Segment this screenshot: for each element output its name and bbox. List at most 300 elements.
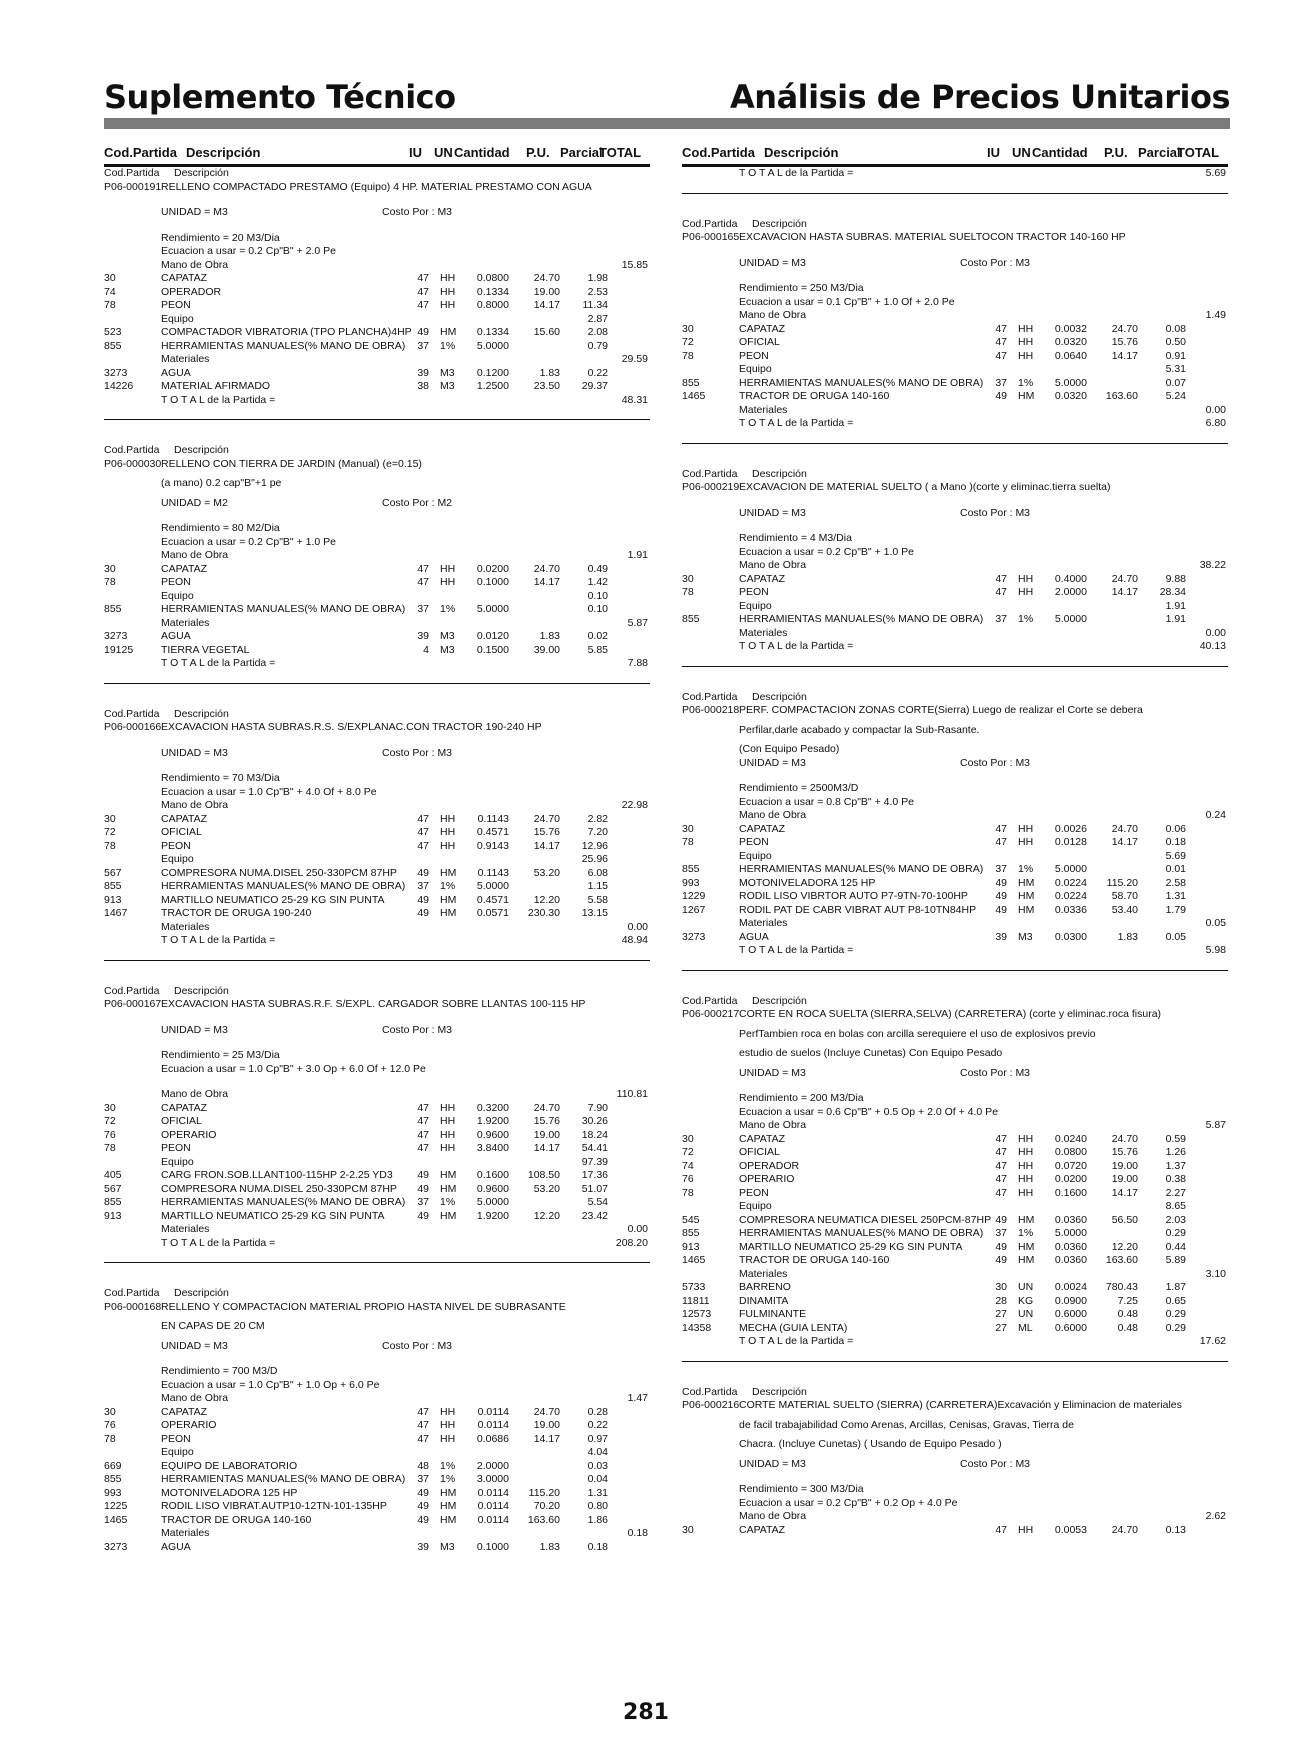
- row-total: 48.31: [621, 393, 648, 406]
- row-pu: 1.83: [1117, 930, 1138, 943]
- table-row: [682, 1146, 1228, 1160]
- row-un: HH: [1018, 1523, 1034, 1536]
- row-cantidad: 0.0200: [476, 562, 509, 575]
- col-head-cantidad: Cantidad: [454, 145, 510, 160]
- row-parcial: 2.87: [587, 312, 608, 325]
- costo-por-text: Costo Por : M3: [960, 1457, 1031, 1470]
- row-total: 1.47: [627, 1392, 648, 1404]
- row-un: 1%: [1018, 1227, 1034, 1239]
- info-text: Rendimiento = 250 M3/Dia: [739, 282, 864, 294]
- row-un: HH: [440, 576, 456, 588]
- row-un: HH: [1018, 1132, 1034, 1145]
- row-code: 76: [104, 1419, 116, 1431]
- row-code: 74: [682, 1159, 694, 1172]
- row-pu: 24.70: [1111, 822, 1138, 835]
- row-cantidad: 0.0720: [1054, 1159, 1087, 1172]
- row-pu: 0.48: [1117, 1321, 1138, 1334]
- row-total: 5.98: [1205, 944, 1226, 956]
- row-pu: 14.17: [1111, 349, 1138, 362]
- row-code: 72: [104, 826, 116, 838]
- row-iu: 49: [995, 876, 1007, 889]
- label-descripcion: Descripción: [752, 217, 807, 230]
- row-description: TRACTOR DE ORUGA 190-240: [161, 907, 312, 919]
- partida-description: EXCAVACION HASTA SUBRAS.R.S. S/EXPLANAC.CON TRACTOR 190-240 HP: [161, 721, 542, 733]
- left-column-body: [104, 167, 650, 1554]
- spacer: [682, 983, 1228, 995]
- row-cantidad: 0.8000: [476, 299, 509, 311]
- table-row: [104, 657, 650, 671]
- row-code: 19125: [104, 643, 134, 656]
- row-cantidad: 0.6000: [1054, 1321, 1087, 1334]
- row-iu: 49: [417, 1486, 429, 1499]
- row-parcial: 0.44: [1165, 1240, 1186, 1253]
- row-total: 110.81: [616, 1088, 648, 1100]
- unit-line: [682, 507, 1228, 521]
- row-parcial: 2.82: [587, 812, 608, 825]
- spacer: [682, 1471, 1228, 1483]
- row-pu: 14.17: [1111, 586, 1138, 598]
- info-text: Rendimiento = 300 M3/Dia: [739, 1483, 864, 1495]
- spacer: [682, 456, 1228, 468]
- row-description: CAPATAZ: [161, 1405, 208, 1418]
- info-text: Rendimiento = 700 M3/D: [161, 1365, 278, 1377]
- row-cantidad: 0.0640: [1054, 349, 1087, 362]
- row-iu: 49: [995, 1254, 1007, 1266]
- row-description: Equipo: [739, 849, 772, 862]
- table-row: [682, 573, 1228, 587]
- row-description: PEON: [739, 1186, 769, 1199]
- row-description: CAPATAZ: [161, 562, 208, 575]
- table-row: [682, 586, 1228, 600]
- spacer: [104, 948, 650, 960]
- info-line: [682, 796, 1228, 810]
- row-description: Materiales: [739, 403, 788, 416]
- row-un: UN: [1018, 1281, 1034, 1293]
- row-pu: 780.43: [1105, 1281, 1138, 1293]
- row-parcial: 97.39: [581, 1155, 608, 1168]
- row-description: HERRAMIENTAS MANUALES(% MANO DE OBRA): [739, 613, 984, 625]
- row-pu: 53.20: [533, 1182, 560, 1195]
- row-un: HH: [440, 1432, 456, 1445]
- table-row: [104, 259, 650, 273]
- row-parcial: 0.65: [1165, 1294, 1186, 1307]
- row-un: HH: [440, 285, 456, 298]
- col-head-parcial: Parcial: [1138, 145, 1181, 160]
- row-description: HERRAMIENTAS MANUALES(% MANO DE OBRA): [161, 1473, 406, 1485]
- info-text: estudio de suelos (Incluye Cunetas) Con Equipo Pesado: [739, 1047, 1003, 1059]
- row-pu: 230.30: [527, 907, 560, 919]
- row-description: MOTONIVELADORA 125 HP: [739, 876, 876, 889]
- row-parcial: 0.91: [1165, 349, 1186, 362]
- row-parcial: 1.31: [1165, 890, 1186, 902]
- info-line: [682, 546, 1228, 560]
- row-un: HH: [1018, 822, 1034, 835]
- info-line: [682, 1047, 1228, 1061]
- table-row: [682, 350, 1228, 364]
- row-iu: 47: [995, 322, 1007, 335]
- row-parcial: 9.88: [1165, 572, 1186, 585]
- row-description: Mano de Obra: [161, 258, 229, 271]
- row-pu: 39.00: [533, 643, 560, 656]
- row-pu: 24.70: [1111, 1523, 1138, 1536]
- row-iu: 37: [417, 1196, 429, 1208]
- row-code: 993: [104, 1486, 122, 1499]
- row-total: 3.10: [1205, 1267, 1226, 1280]
- info-line: [104, 1049, 650, 1063]
- row-iu: 38: [417, 380, 429, 392]
- row-un: 1%: [1018, 863, 1034, 875]
- partida-description: EXCAVACION HASTA SUBRAS. MATERIAL SUELTOCON TRACTOR 140-160 HP: [739, 231, 1126, 243]
- spacer: [682, 206, 1228, 218]
- spacer: [682, 971, 1228, 983]
- row-parcial: 2.27: [1165, 1186, 1186, 1199]
- row-cantidad: 0.0032: [1054, 322, 1087, 335]
- row-parcial: 1.91: [1165, 599, 1186, 612]
- row-un: HM: [440, 1169, 457, 1181]
- row-description: T O T A L de la Partida =: [161, 393, 276, 406]
- spacer: [104, 735, 650, 747]
- row-parcial: 2.03: [1165, 1213, 1186, 1226]
- row-un: HM: [1018, 890, 1035, 902]
- info-text: Ecuacion a usar = 1.0 Cp"B" + 3.0 Op + 6.0 Of + 12.0 Pe: [161, 1062, 426, 1075]
- partida-description: RELLENO Y COMPACTACION MATERIAL PROPIO HASTA NIVEL DE SUBRASANTE: [161, 1300, 566, 1313]
- row-description: HERRAMIENTAS MANUALES(% MANO DE OBRA): [739, 376, 984, 389]
- table-row: [682, 1281, 1228, 1295]
- row-parcial: 4.04: [587, 1446, 608, 1458]
- row-description: Materiales: [161, 1527, 210, 1539]
- row-description: RODIL PAT DE CABR VIBRAT AUT P8-10TN84HP: [739, 903, 977, 916]
- row-description: OPERADOR: [161, 285, 222, 298]
- row-un: M3: [440, 366, 455, 379]
- table-row: [104, 1392, 650, 1406]
- table-row: [104, 1210, 650, 1224]
- spacer: [104, 220, 650, 232]
- row-description: T O T A L de la Partida =: [161, 1236, 276, 1249]
- row-un: M3: [440, 630, 455, 642]
- partida-header: [682, 1008, 1228, 1022]
- row-code: 30: [104, 1405, 116, 1418]
- table-row: [682, 904, 1228, 918]
- row-un: HH: [440, 839, 456, 852]
- row-code: 78: [104, 1142, 116, 1154]
- row-code: 5733: [682, 1281, 706, 1293]
- table-row: [682, 323, 1228, 337]
- partida-code: P06-000165: [682, 231, 740, 243]
- row-iu: 47: [417, 1115, 429, 1127]
- info-line: [104, 1379, 650, 1393]
- row-cantidad: 5.0000: [476, 339, 509, 352]
- row-iu: 39: [417, 630, 429, 642]
- row-description: Mano de Obra: [161, 549, 229, 561]
- info-line: [104, 245, 650, 259]
- table-row: [104, 1088, 650, 1102]
- row-parcial: 5.85: [587, 643, 608, 656]
- info-text: (Con Equipo Pesado): [739, 743, 840, 755]
- table-row: [104, 1237, 650, 1251]
- table-row: [104, 934, 650, 948]
- row-code: 1467: [104, 907, 128, 919]
- table-row: [682, 417, 1228, 431]
- row-un: 1%: [440, 880, 456, 892]
- spacer: [104, 973, 650, 985]
- row-iu: 47: [995, 822, 1007, 835]
- row-pu: 15.76: [533, 1115, 560, 1127]
- spacer: [104, 1353, 650, 1365]
- col-head-total: TOTAL: [1177, 145, 1220, 160]
- row-cantidad: 0.0800: [1054, 1146, 1087, 1158]
- row-cantidad: 0.0336: [1054, 903, 1087, 916]
- info-text: Rendimiento = 25 M3/Dia: [161, 1049, 280, 1061]
- row-cantidad: 0.0026: [1054, 822, 1087, 835]
- info-line: [104, 1063, 650, 1077]
- table-row: [104, 1156, 650, 1170]
- row-description: T O T A L de la Partida =: [739, 167, 854, 179]
- info-text: Rendimiento = 20 M3/Dia: [161, 231, 280, 244]
- row-iu: 49: [417, 326, 429, 338]
- row-description: T O T A L de la Partida =: [161, 657, 276, 669]
- table-row: [682, 823, 1228, 837]
- row-iu: 47: [417, 1142, 429, 1154]
- row-pu: 24.70: [533, 812, 560, 825]
- row-total: 5.87: [627, 616, 648, 629]
- spacer: [682, 679, 1228, 691]
- row-description: TRACTOR DE ORUGA 140-160: [739, 390, 890, 402]
- spacer: [682, 1080, 1228, 1092]
- table-row: [104, 1527, 650, 1541]
- info-text: PerfTambien roca en bolas con arcilla serequiere el uso de explosivos previo: [739, 1027, 1096, 1040]
- row-pu: 14.17: [533, 576, 560, 588]
- row-total: 5.69: [1205, 167, 1226, 179]
- row-iu: 49: [995, 1240, 1007, 1253]
- row-total: 2.62: [1205, 1510, 1226, 1522]
- row-pu: 24.70: [533, 272, 560, 284]
- partida-code: P06-000168: [104, 1300, 162, 1313]
- row-un: HH: [1018, 336, 1034, 348]
- row-code: 1267: [682, 903, 706, 916]
- table-row: [104, 1419, 650, 1433]
- row-un: HH: [1018, 586, 1034, 598]
- row-iu: 47: [995, 349, 1007, 362]
- table-row: [682, 917, 1228, 931]
- spacer: [682, 181, 1228, 193]
- partida-header-labels: [682, 1386, 1228, 1400]
- row-description: Materiales: [739, 917, 788, 929]
- row-description: CAPATAZ: [739, 322, 786, 335]
- spacer: [682, 431, 1228, 443]
- label-descripcion: Descripción: [174, 984, 229, 997]
- row-pu: 24.70: [533, 1101, 560, 1114]
- spacer: [104, 1263, 650, 1275]
- row-un: HH: [1018, 1159, 1034, 1172]
- row-description: OFICIAL: [739, 1146, 780, 1158]
- table-row: [682, 390, 1228, 404]
- unit-line: [682, 257, 1228, 271]
- row-parcial: 0.04: [587, 1473, 608, 1485]
- row-un: HM: [440, 1182, 457, 1195]
- row-un: HH: [1018, 1186, 1034, 1199]
- row-cantidad: 0.0320: [1054, 336, 1087, 348]
- row-code: 30: [682, 1523, 694, 1536]
- partida-code: P06-000217: [682, 1008, 740, 1020]
- row-code: 913: [104, 1209, 122, 1222]
- row-un: HM: [440, 893, 457, 906]
- table-row: [682, 1241, 1228, 1255]
- row-description: T O T A L de la Partida =: [161, 934, 276, 946]
- row-total: 1.49: [1205, 309, 1226, 321]
- row-iu: 49: [995, 903, 1007, 916]
- row-description: OPERARIO: [739, 1173, 795, 1185]
- row-description: Mano de Obra: [739, 559, 807, 571]
- label-cod-partida: Cod.Partida: [682, 690, 738, 703]
- header-right-title: Análisis de Precios Unitarios: [730, 78, 1230, 116]
- row-total: 48.94: [621, 934, 648, 946]
- row-description: Equipo: [161, 312, 194, 325]
- row-iu: 48: [417, 1459, 429, 1472]
- row-parcial: 54.41: [581, 1142, 608, 1154]
- table-row: [104, 286, 650, 300]
- row-un: HH: [1018, 1146, 1034, 1158]
- row-cantidad: 0.0120: [476, 630, 509, 642]
- row-code: 74: [104, 285, 116, 298]
- row-iu: 37: [417, 880, 429, 892]
- row-iu: 49: [417, 1513, 429, 1526]
- row-code: 78: [104, 1432, 116, 1445]
- spacer: [104, 194, 650, 206]
- row-cantidad: 1.2500: [476, 380, 509, 392]
- row-code: 1465: [104, 1513, 128, 1526]
- row-cantidad: 0.0114: [477, 1486, 509, 1499]
- row-description: EQUIPO DE LABORATORIO: [161, 1459, 298, 1472]
- table-row: [104, 894, 650, 908]
- row-description: HERRAMIENTAS MANUALES(% MANO DE OBRA): [739, 863, 984, 875]
- unidad-text: UNIDAD = M3: [739, 756, 806, 769]
- table-row: [682, 640, 1228, 654]
- row-parcial: 17.36: [581, 1169, 608, 1181]
- table-row: [104, 1223, 650, 1237]
- unit-line: [682, 757, 1228, 771]
- row-parcial: 1.15: [587, 880, 608, 892]
- row-description: Equipo: [161, 1155, 194, 1168]
- row-un: M3: [440, 380, 455, 392]
- table-row: [104, 380, 650, 394]
- table-row: [104, 799, 650, 813]
- unidad-text: UNIDAD = M3: [161, 1339, 228, 1352]
- spacer: [682, 1362, 1228, 1374]
- spacer: [104, 1275, 650, 1287]
- info-line: [104, 232, 650, 246]
- info-line: [682, 743, 1228, 757]
- row-parcial: 0.06: [1165, 822, 1186, 835]
- row-cantidad: 0.0360: [1054, 1240, 1087, 1253]
- unidad-text: UNIDAD = M3: [161, 1023, 228, 1036]
- col-head-desc: Descripción: [764, 145, 839, 160]
- row-iu: 47: [417, 285, 429, 298]
- row-pu: 70.20: [533, 1500, 560, 1512]
- spacer: [682, 520, 1228, 532]
- row-un: 1%: [440, 1196, 456, 1208]
- row-iu: 49: [995, 1213, 1007, 1226]
- row-pu: 15.76: [1111, 1146, 1138, 1158]
- partida-description: EXCAVACION DE MATERIAL SUELTO ( a Mano )(corte y eliminac.tierra suelta): [739, 481, 1111, 493]
- row-total: 0.18: [627, 1527, 648, 1539]
- row-pu: 24.70: [533, 1405, 560, 1418]
- spacer: [682, 1374, 1228, 1386]
- row-code: 30: [104, 562, 116, 575]
- row-pu: 19.00: [1111, 1173, 1138, 1185]
- row-code: 30: [682, 822, 694, 835]
- header-left-title: Suplemento Técnico: [104, 78, 456, 116]
- row-parcial: 5.31: [1165, 363, 1186, 375]
- row-pu: 14.17: [533, 299, 560, 311]
- row-un: HM: [440, 1500, 457, 1512]
- row-code: 76: [104, 1128, 116, 1141]
- row-pu: 1.83: [539, 1540, 560, 1553]
- table-row: [682, 1295, 1228, 1309]
- row-pu: 115.20: [528, 1486, 560, 1499]
- row-pu: 14.17: [1111, 1186, 1138, 1199]
- table-row: [104, 326, 650, 340]
- table-row: [682, 404, 1228, 418]
- row-parcial: 0.28: [587, 1405, 608, 1418]
- row-total: 1.91: [627, 549, 648, 561]
- row-cantidad: 5.0000: [1054, 613, 1087, 625]
- row-description: CAPATAZ: [161, 1101, 208, 1114]
- row-un: HH: [440, 299, 456, 311]
- row-total: 0.00: [1205, 403, 1226, 416]
- partida-header: [682, 481, 1228, 495]
- row-iu: 47: [417, 839, 429, 852]
- row-description: CAPATAZ: [739, 1132, 786, 1145]
- row-un: HH: [1018, 836, 1034, 848]
- row-cantidad: 1.9200: [476, 1209, 509, 1222]
- row-parcial: 23.42: [581, 1209, 608, 1222]
- row-cantidad: 2.0000: [476, 1459, 509, 1472]
- row-parcial: 2.58: [1165, 876, 1186, 889]
- col-head-desc: Descripción: [186, 145, 261, 160]
- spacer: [682, 495, 1228, 507]
- row-parcial: 6.08: [587, 866, 608, 879]
- row-description: HERRAMIENTAS MANUALES(% MANO DE OBRA): [161, 603, 406, 615]
- partida-code: P06-000191: [104, 180, 162, 193]
- row-iu: 49: [417, 893, 429, 906]
- row-iu: 47: [417, 1101, 429, 1114]
- partida-code: P06-000030: [104, 457, 162, 470]
- info-line: [104, 536, 650, 550]
- row-description: CARG FRON.SOB.LLANT100-115HP 2-2.25 YD3: [161, 1169, 393, 1181]
- row-un: KG: [1018, 1294, 1034, 1307]
- row-pu: 19.00: [533, 1128, 560, 1141]
- info-text: Ecuacion a usar = 1.0 Cp"B" + 4.0 Of + 8.0 Pe: [161, 785, 377, 798]
- row-code: 30: [682, 1132, 694, 1145]
- row-cantidad: 0.3200: [476, 1101, 509, 1114]
- table-row: [104, 644, 650, 658]
- row-code: 78: [104, 576, 116, 588]
- table-row: [104, 880, 650, 894]
- row-code: 78: [104, 299, 116, 311]
- row-un: HM: [440, 1486, 457, 1499]
- info-text: Ecuacion a usar = 0.8 Cp"B" + 4.0 Pe: [739, 795, 914, 808]
- info-text: (a mano) 0.2 cap"B"+1 pe: [161, 477, 282, 489]
- row-cantidad: 5.0000: [1054, 1227, 1087, 1239]
- row-un: HM: [440, 326, 457, 338]
- info-text: Chacra. (Incluye Cunetas) ( Usando de Equipo Pesado ): [739, 1438, 1002, 1450]
- row-cantidad: 0.1334: [476, 285, 509, 298]
- row-parcial: 5.54: [587, 1196, 608, 1208]
- table-row: [104, 1129, 650, 1143]
- row-pu: 14.17: [533, 1432, 560, 1445]
- row-cantidad: 0.0800: [476, 272, 509, 284]
- row-description: Equipo: [739, 1200, 772, 1212]
